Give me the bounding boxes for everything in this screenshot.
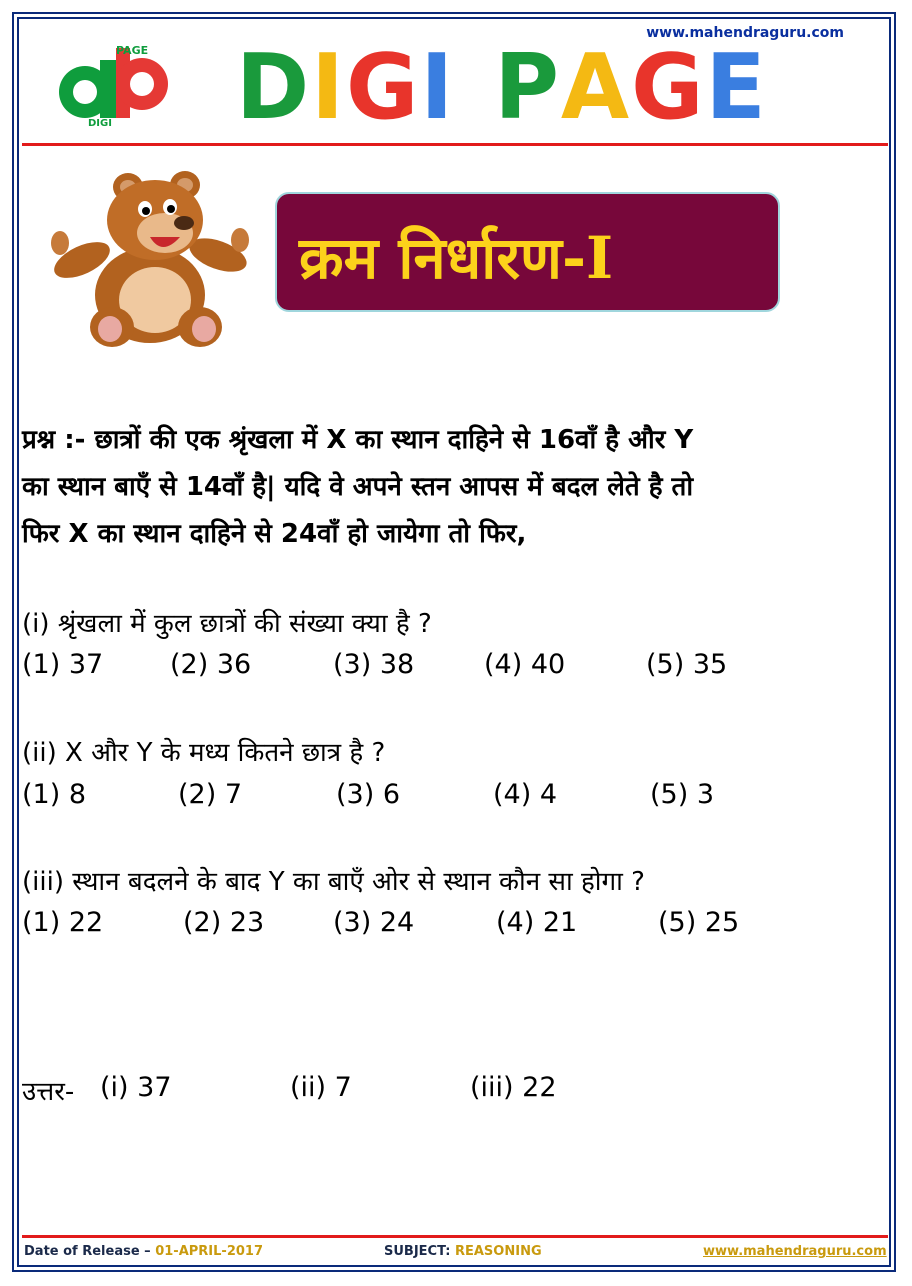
- part-1-option-1: (1) 37: [22, 649, 104, 680]
- question-line-3: फिर X का स्थान दाहिने से 24वाँ हो जायेगा तो फिर,: [22, 519, 527, 549]
- title-letter: A: [560, 35, 632, 140]
- footer-website-link[interactable]: www.mahendraguru.com: [703, 1244, 887, 1259]
- title-letter: G: [631, 35, 706, 140]
- title-letter: D: [236, 35, 312, 140]
- part-3-option-4: (4) 21: [496, 907, 578, 938]
- answer-3: (iii) 22: [470, 1072, 557, 1103]
- part-1-option-4: (4) 40: [484, 649, 566, 680]
- part-2-option-3: (3) 6: [336, 779, 401, 810]
- header-website[interactable]: www.mahendraguru.com: [646, 25, 844, 41]
- answer-label: उत्तर-: [22, 1077, 75, 1107]
- subject-label: SUBJECT:: [384, 1244, 451, 1259]
- answer-1: (i) 37: [100, 1072, 172, 1103]
- part-1-option-5: (5) 35: [646, 649, 728, 680]
- part-2-option-1: (1) 8: [22, 779, 87, 810]
- answer-2: (ii) 7: [290, 1072, 352, 1103]
- title-letter: P: [494, 35, 561, 140]
- digi-page-logo: [50, 40, 180, 130]
- part-2-option-2: (2) 7: [178, 779, 243, 810]
- subject-value: REASONING: [454, 1244, 542, 1259]
- release-date: 01-APRIL-2017: [155, 1244, 264, 1259]
- title-letter: I: [420, 35, 456, 140]
- logo-digi-text: DIGI: [88, 118, 112, 129]
- part-3-question: (iii) स्थान बदलने के बाद Y का बाएँ ओर से स्थान कौन सा होगा ?: [22, 867, 645, 897]
- part-3-option-2: (2) 23: [183, 907, 265, 938]
- title-letter: E: [705, 35, 768, 140]
- release-label: Date of Release –: [24, 1244, 151, 1259]
- title-letter: [455, 46, 494, 130]
- part-1-question: (i) श्रृंखला में कुल छात्रों की संख्या क्या है ?: [22, 609, 432, 639]
- topic-banner: [275, 192, 780, 312]
- footer-divider: [22, 1235, 888, 1238]
- part-1-option-3: (3) 38: [333, 649, 415, 680]
- topic-title: क्रम निर्धारण-I: [299, 224, 614, 292]
- part-3-option-5: (5) 25: [658, 907, 740, 938]
- part-3-option-3: (3) 24: [333, 907, 415, 938]
- teddy-bear-illustration: [50, 165, 250, 350]
- question-line-1: प्रश्न :- छात्रों की एक श्रृंखला में X का स्थान दाहिने से 16वाँ है और Y: [22, 425, 694, 455]
- question-line-2: का स्थान बाएँ से 14वाँ है| यदि वे अपने स्तन आपस में बदल लेते है तो: [22, 472, 694, 502]
- release-info: [24, 1244, 263, 1259]
- title-letter: I: [311, 35, 346, 140]
- subject-info: [384, 1244, 542, 1259]
- part-1-option-2: (2) 36: [170, 649, 252, 680]
- part-2-option-5: (5) 3: [650, 779, 715, 810]
- part-3-option-1: (1) 22: [22, 907, 104, 938]
- digi-page-title: [236, 35, 768, 140]
- header-divider: [22, 143, 888, 146]
- title-letter: G: [345, 35, 421, 140]
- part-2-option-4: (4) 4: [493, 779, 558, 810]
- logo-page-text: PAGE: [116, 44, 149, 57]
- part-2-question: (ii) X और Y के मध्य कितने छात्र है ?: [22, 738, 386, 768]
